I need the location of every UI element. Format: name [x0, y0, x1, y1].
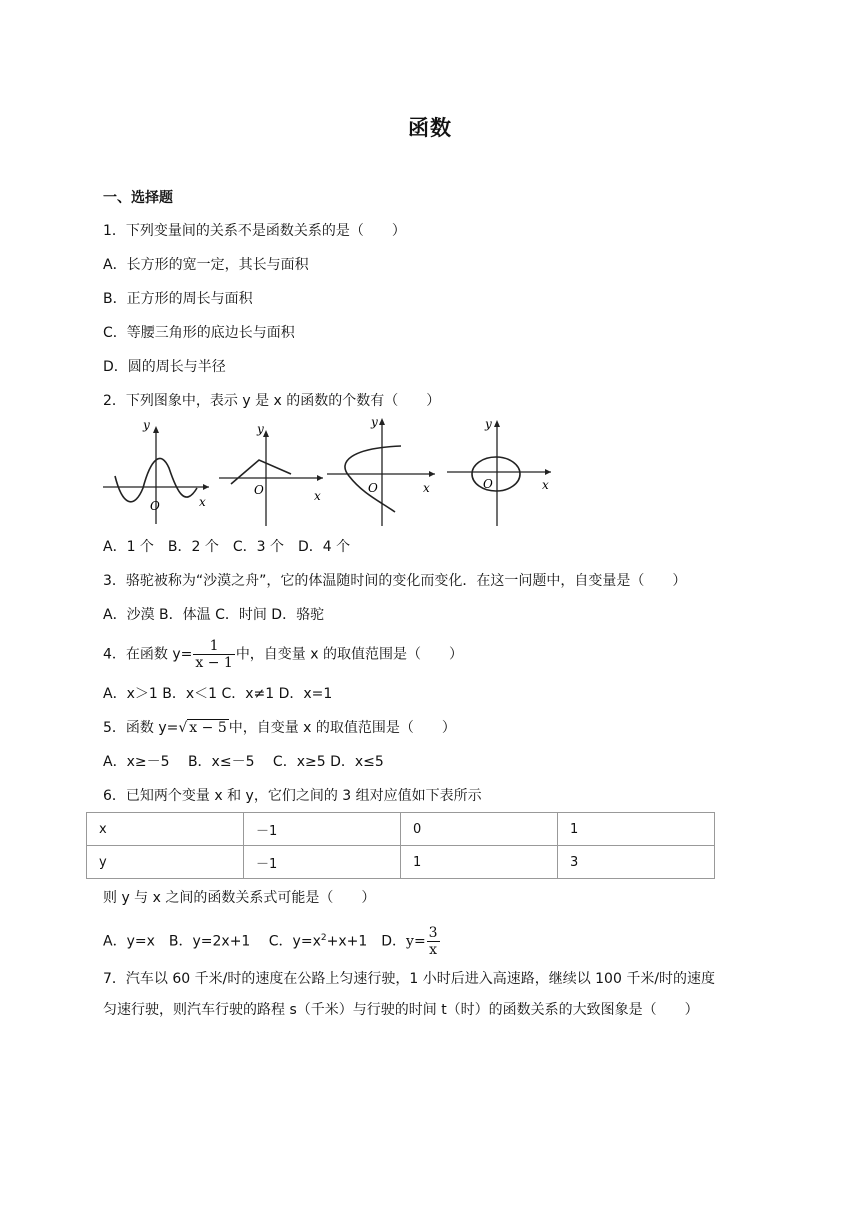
question-5-stem — [103, 718, 456, 738]
graph-4-x-label: x — [542, 478, 549, 492]
question-4-options: A．x＞1 B．x＜1 C．x≠1 D．x=1 — [103, 686, 333, 702]
graph-3-x-label: x — [423, 481, 430, 495]
table-cell: －1 — [244, 846, 401, 879]
table-row — [87, 813, 715, 846]
question-1-stem: 1．下列变量间的关系不是函数关系的是（ ） — [103, 223, 406, 239]
graph-4-y-label: y — [485, 417, 492, 431]
table-cell: 1 — [558, 813, 715, 846]
question-1-option-d: D．圆的周长与半径 — [103, 359, 226, 375]
graph-3 — [327, 416, 435, 526]
question-6-followup: 则 y 与 x 之间的函数关系式可能是（ ） — [103, 890, 376, 906]
page-title: 函数 — [408, 116, 452, 140]
table-cell: －1 — [244, 813, 401, 846]
graph-3-y-label: y — [371, 416, 378, 429]
question-6-option-d-numerator: 3 — [428, 925, 438, 941]
graph-2 — [219, 422, 323, 526]
table-cell: 0 — [401, 813, 558, 846]
question-6-exponent: 2 — [320, 932, 327, 943]
question-2-options: A．1 个 B．2 个 C．3 个 D．4 个 — [103, 539, 351, 555]
question-6-option-d-denominator: x — [427, 941, 440, 958]
question-5-stem-post: 中，自变量 x 的取值范围是（ ） — [228, 720, 456, 736]
question-5-radical — [178, 718, 228, 738]
table-row — [87, 846, 715, 879]
question-7-line-2: 匀速行驶，则汽车行驶的路程 s（千米）与行驶的时间 t（时）的函数关系的大致图象是（ ） — [103, 1002, 699, 1018]
question-6-option-d-pre: y= — [406, 933, 426, 950]
graph-1-origin-label: O — [150, 499, 160, 513]
graph-3-origin-label: O — [368, 481, 378, 495]
question-4-stem-pre: 4．在函数 y= — [103, 646, 193, 663]
table-cell: 3 — [558, 846, 715, 879]
question-4-fraction — [193, 638, 234, 671]
question-3-stem: 3．骆驼被称为“沙漠之舟”，它的体温随时间的变化而变化．在这一问题中，自变量是（ ） — [103, 573, 687, 589]
question-6-option-d-fraction — [427, 925, 440, 958]
question-6-options-ab: A．y=x B．y=2x+1 C．y=x — [103, 933, 321, 950]
question-6-value-table — [86, 812, 715, 879]
question-5-radicand: x − 5 — [189, 720, 227, 736]
question-6-stem: 6．已知两个变量 x 和 y，它们之间的 3 组对应值如下表所示 — [103, 788, 482, 804]
graph-4-origin-label: O — [483, 477, 493, 491]
graph-2-origin-label: O — [254, 483, 264, 497]
graph-4 — [447, 417, 551, 526]
question-7-line-1: 7．汽车以 60 千米/时的速度在公路上匀速行驶，1 小时后进入高速路，继续以 100 千米/时的速度 — [103, 971, 716, 987]
question-5-options: A．x≥－5 B．x≤－5 C．x≥5 D．x≤5 — [103, 754, 384, 770]
question-2-graphs-figure — [101, 416, 551, 528]
question-4-stem-post: 中，自变量 x 的取值范围是（ ） — [235, 646, 463, 663]
graph-1-y-label: y — [143, 418, 150, 432]
question-4-denominator: x − 1 — [195, 655, 233, 671]
graph-2-y-label: y — [257, 422, 264, 436]
table-cell: y — [87, 846, 244, 879]
question-5-stem-pre: 5．函数 y= — [103, 720, 179, 736]
graph-2-x-label: x — [314, 489, 321, 503]
section-heading: 一、选择题 — [103, 190, 173, 206]
graph-1-x-label: x — [199, 495, 206, 509]
question-1-option-c: C．等腰三角形的底边长与面积 — [103, 325, 295, 341]
question-4-stem — [103, 638, 463, 671]
table-cell: x — [87, 813, 244, 846]
question-1-option-b: B．正方形的周长与面积 — [103, 291, 253, 307]
question-6-options-cd: +x+1 D． — [326, 933, 407, 950]
graph-1 — [103, 418, 209, 524]
question-2-stem: 2．下列图象中，表示 y 是 x 的函数的个数有（ ） — [103, 393, 441, 409]
question-4-numerator: 1 — [209, 638, 219, 654]
radical-sign-icon: √ — [178, 720, 188, 736]
table-cell: 1 — [401, 846, 558, 879]
question-3-options: A．沙漠 B．体温 C．时间 D．骆驼 — [103, 607, 325, 623]
question-1-option-a: A．长方形的宽一定，其长与面积 — [103, 257, 309, 273]
question-6-options — [103, 925, 441, 958]
